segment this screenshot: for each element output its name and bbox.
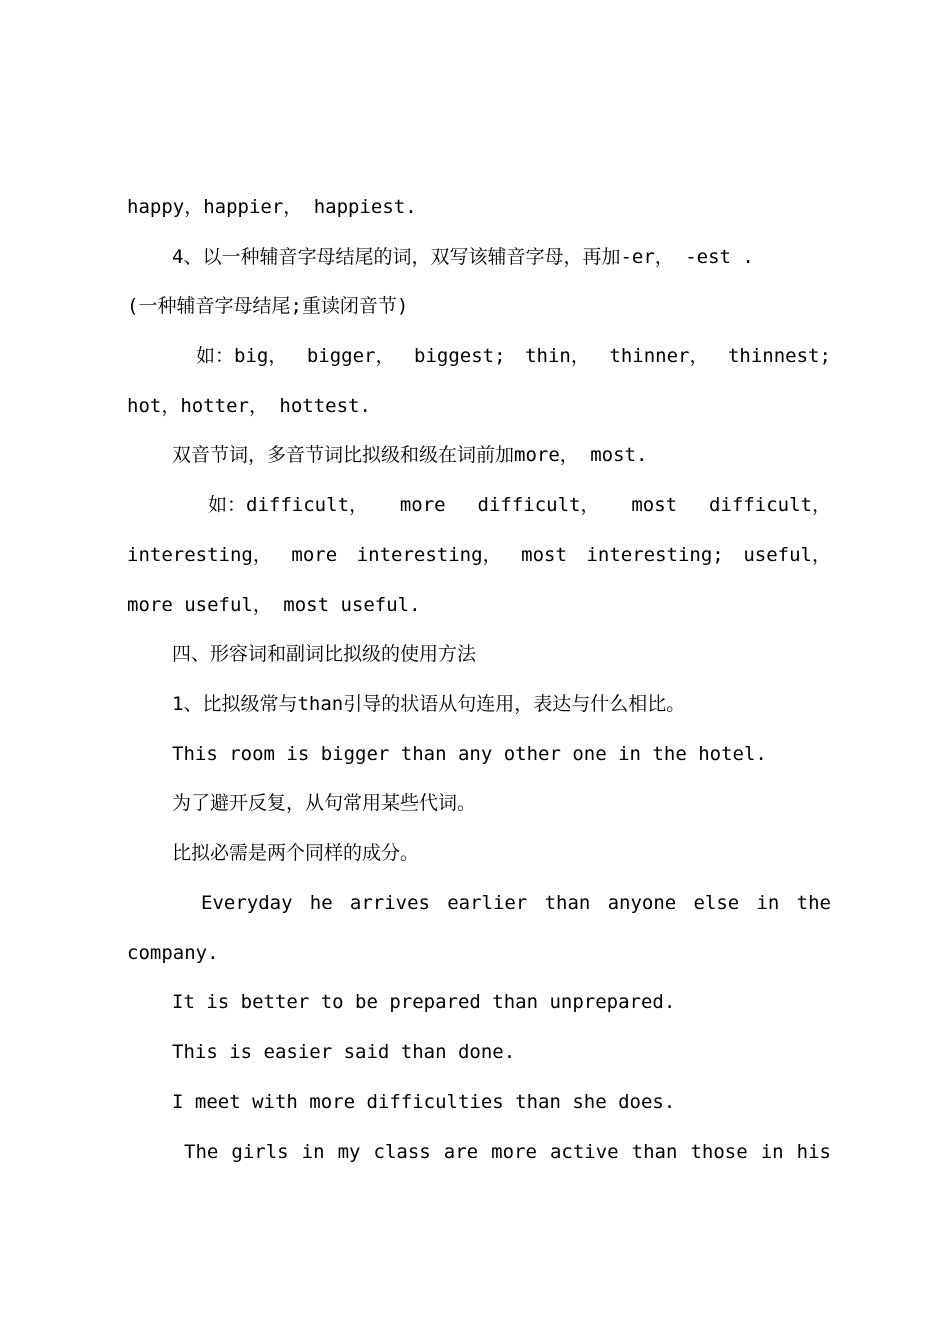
- word: girls: [231, 1141, 289, 1163]
- text-line-avoid-repeat: 为了避开反复，从句常用某些代词。: [172, 792, 477, 814]
- text-line-same-components: 比拟必需是两个同样的成分。: [172, 842, 420, 864]
- word: useful，: [743, 544, 831, 566]
- word: thinnest;: [727, 345, 831, 367]
- word: those: [690, 1141, 748, 1163]
- word: arrives: [349, 892, 430, 914]
- text-line-happy: happy，happier， happiest.: [127, 196, 417, 218]
- word: The: [184, 1141, 219, 1163]
- word: his: [796, 1141, 831, 1163]
- text-line-example-room: This room is bigger than any other one in the hotel.: [172, 743, 767, 765]
- word: active: [549, 1141, 619, 1163]
- word: are: [443, 1141, 479, 1163]
- word: more: [399, 494, 446, 516]
- text-line-company: company.: [127, 942, 219, 964]
- word: he: [309, 892, 333, 914]
- word: 如：difficult，: [208, 494, 368, 516]
- word: more: [291, 544, 338, 566]
- word: difficult，: [709, 494, 831, 516]
- word: class: [373, 1141, 431, 1163]
- word: more: [491, 1141, 537, 1163]
- text-line-example-difficult: [208, 493, 831, 517]
- word: 如：big，: [196, 345, 288, 367]
- word: thin，: [525, 345, 590, 367]
- word: biggest;: [414, 345, 506, 367]
- word: thinner，: [609, 345, 709, 367]
- word: difficult，: [477, 494, 600, 516]
- word: in: [301, 1141, 325, 1163]
- word: interesting，: [127, 544, 272, 566]
- word: than: [631, 1141, 678, 1163]
- word: most: [521, 544, 567, 566]
- word: most: [631, 494, 678, 516]
- word: else: [693, 892, 740, 914]
- word: interesting;: [586, 544, 724, 566]
- section-heading-usage: 四、形容词和副词比拟级的使用方法: [172, 643, 477, 665]
- text-line-usage-1: 1、比拟级常与than引导的状语从句连用，表达与什么相比。: [172, 693, 686, 715]
- text-line-example-easier: This is easier said than done.: [172, 1041, 516, 1063]
- text-line-example-everyday: [201, 891, 831, 915]
- text-line-example-prepared: It is better to be prepared than unprepared.: [172, 991, 676, 1013]
- text-line-hot: hot，hotter， hottest.: [127, 395, 371, 417]
- text-line-example-big: [196, 344, 831, 368]
- word: in: [760, 1141, 784, 1163]
- text-line-rule-4-note: (一种辅音字母结尾;重读闭音节): [127, 295, 409, 317]
- word: interesting，: [356, 544, 502, 566]
- text-line-example-difficulties: I meet with more difficulties than she does.: [172, 1091, 676, 1113]
- word: Everyday: [201, 892, 293, 914]
- word: anyone: [607, 892, 677, 914]
- word: in: [756, 892, 780, 914]
- word: than: [544, 892, 591, 914]
- word: my: [337, 1141, 361, 1163]
- text-line-example-girls: [184, 1140, 831, 1164]
- text-line-useful: more useful， most useful.: [127, 594, 421, 616]
- word: the: [796, 892, 831, 914]
- word: earlier: [447, 892, 528, 914]
- text-line-multisyllable: 双音节词，多音节词比拟级和级在词前加more， most.: [172, 444, 648, 466]
- text-line-rule-4: 4、以一种辅音字母结尾的词，双写该辅音字母，再加-er， -est .: [172, 246, 754, 268]
- word: bigger，: [306, 345, 395, 367]
- text-line-example-interesting: [127, 543, 831, 567]
